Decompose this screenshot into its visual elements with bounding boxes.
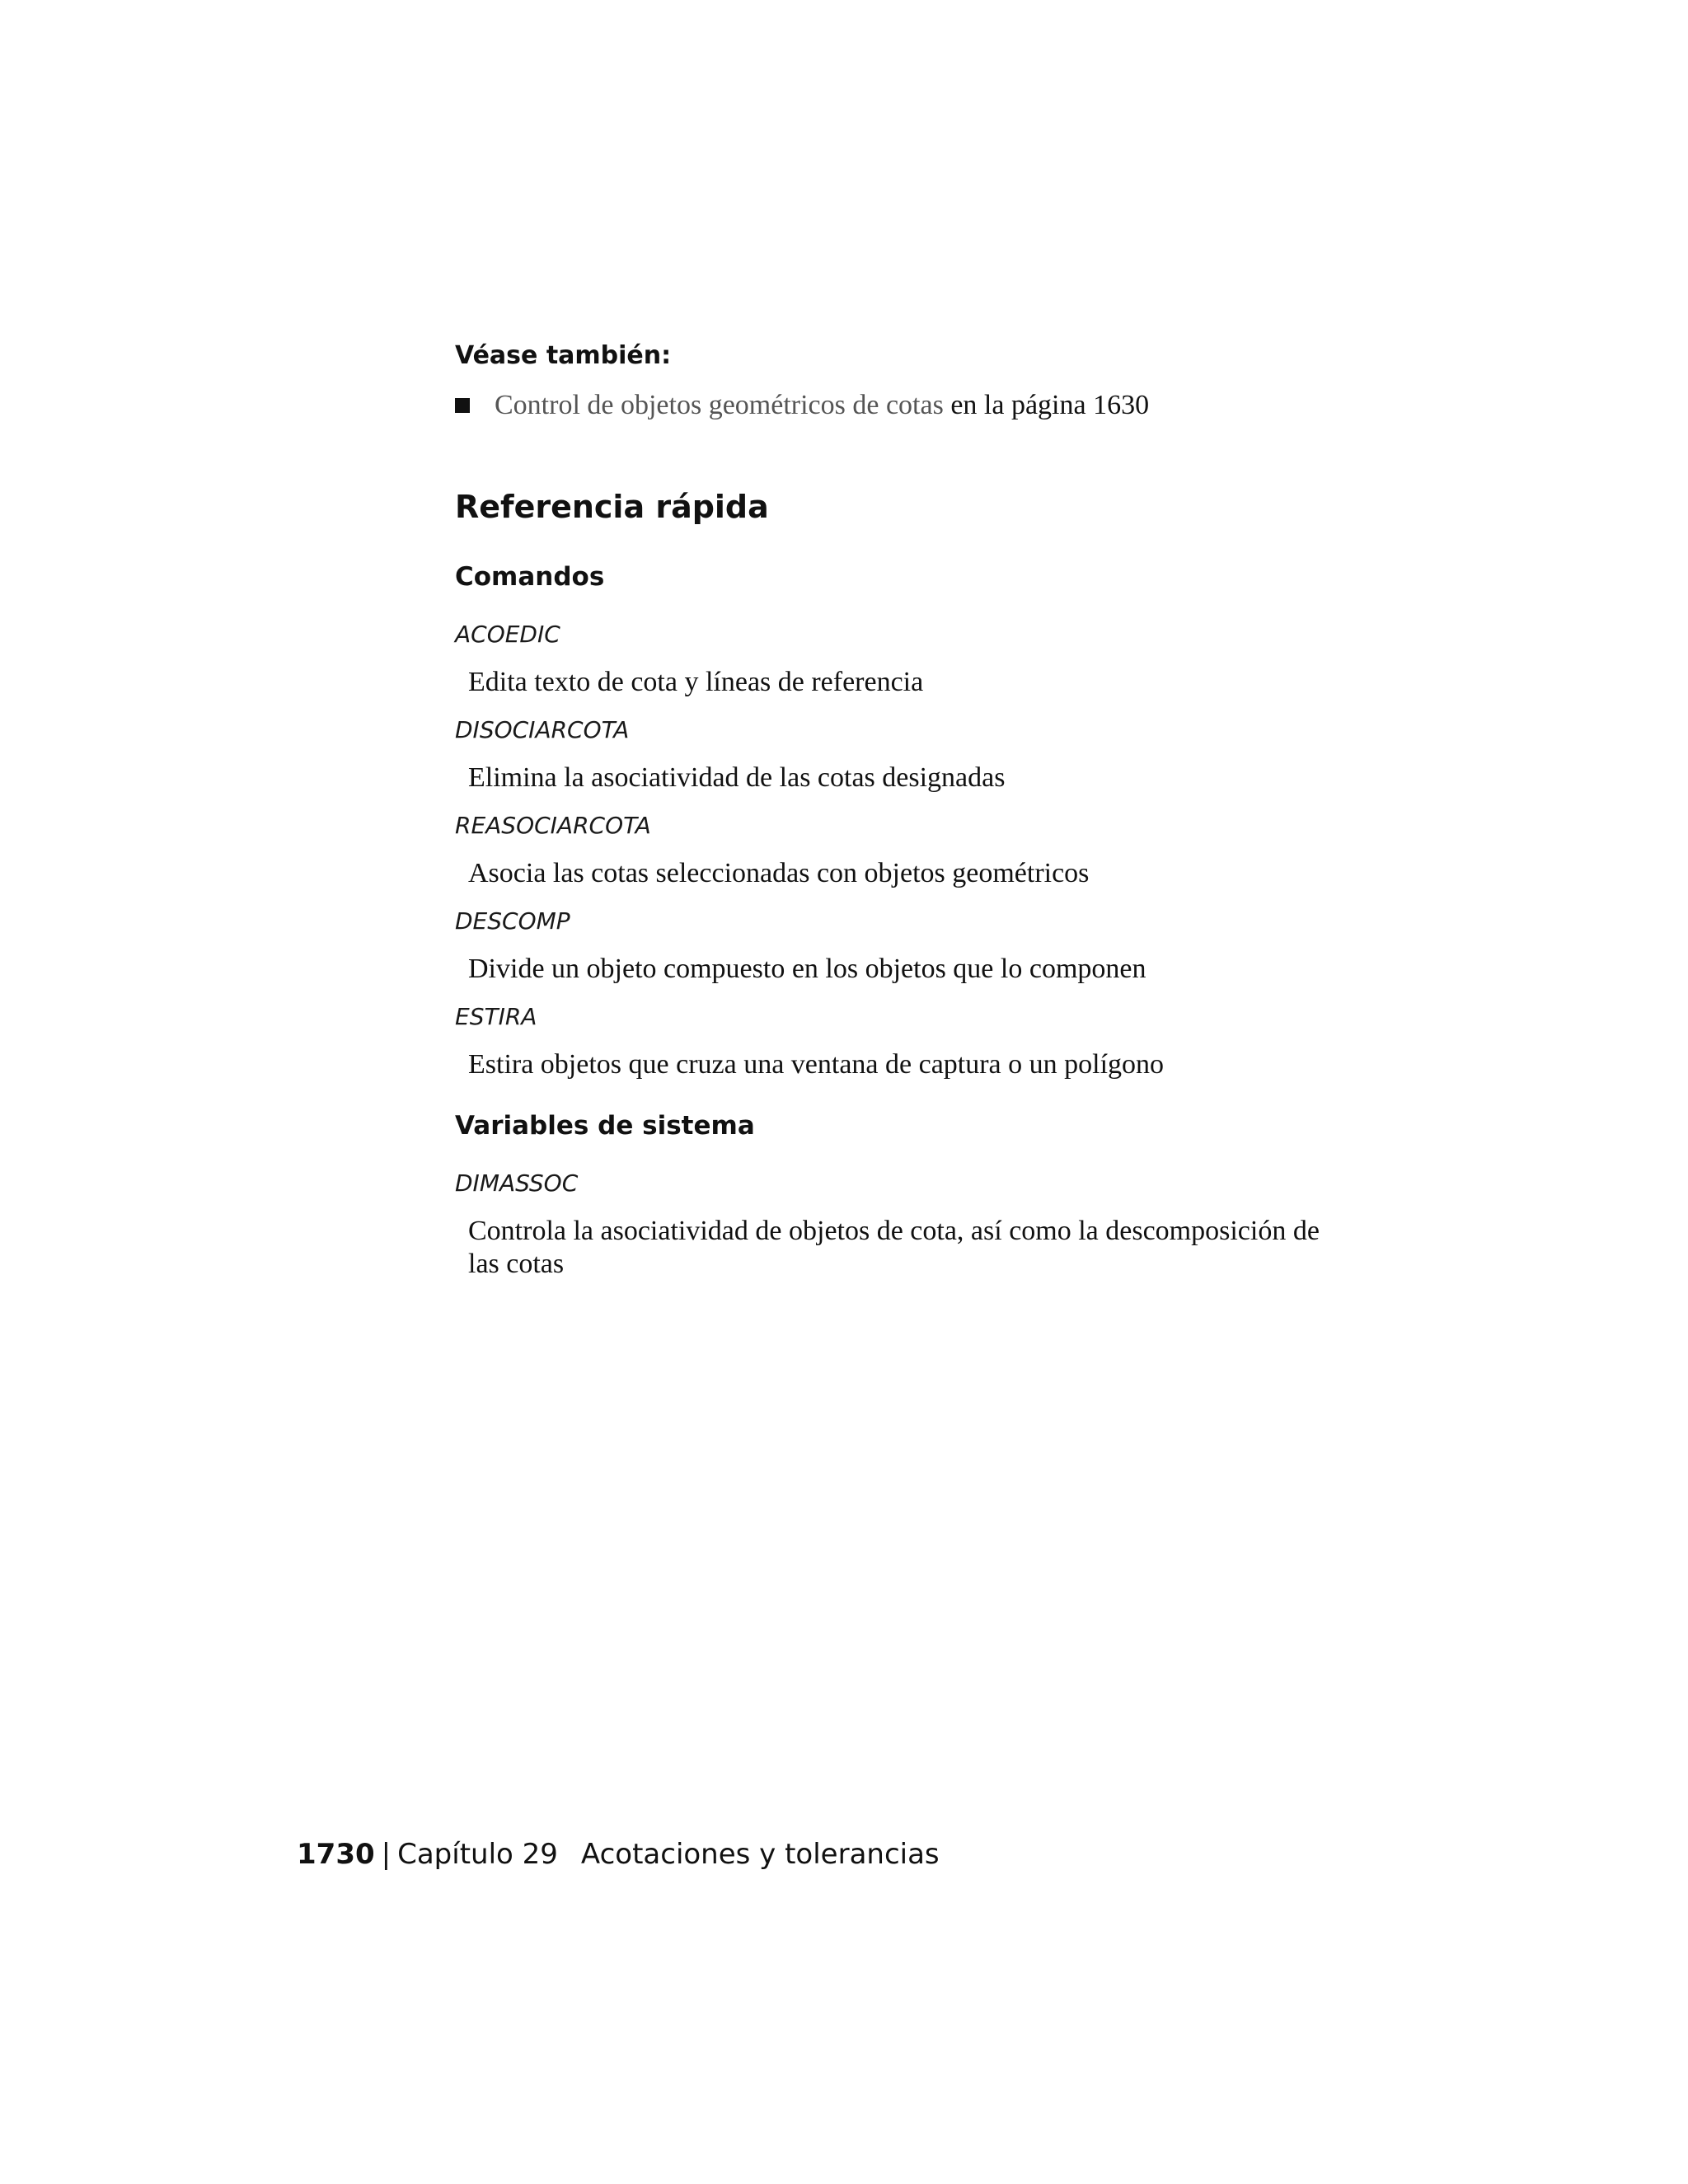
command-description: Elimina la asociatividad de las cotas designadas <box>468 762 1006 793</box>
see-also-item <box>455 386 1362 425</box>
commands-heading: Comandos <box>455 562 605 592</box>
system-variable-description <box>468 1215 1362 1281</box>
chapter-label: Capítulo 29 <box>397 1838 558 1871</box>
command-name: DISOCIARCOTA <box>455 716 630 743</box>
system-variable-description-line: Controla la asociatividad de objetos de cota, así como la descomposición de <box>468 1216 1320 1246</box>
chapter-title: Acotaciones y tolerancias <box>580 1838 940 1871</box>
see-also-page-ref: en la página 1630 <box>943 390 1150 420</box>
system-variable-description-line: las cotas <box>468 1249 565 1279</box>
see-also-link[interactable]: Control de objetos geométricos de cotas <box>495 390 944 420</box>
page-number: 1730 <box>297 1838 375 1871</box>
command-description: Divide un objeto compuesto en los objetos que lo componen <box>468 954 1146 984</box>
page-content <box>455 336 1362 1281</box>
command-name: ESTIRA <box>455 1003 537 1030</box>
command-description: Asocia las cotas seleccionadas con objetos geométricos <box>468 858 1090 888</box>
command-description: Edita texto de cota y líneas de referencia <box>468 667 924 697</box>
quick-reference-heading: Referencia rápida <box>455 489 769 525</box>
commands-list <box>455 618 1362 1081</box>
page-footer <box>297 1835 940 1874</box>
command-name: ACOEDIC <box>455 621 560 648</box>
footer-separator: | <box>381 1838 392 1871</box>
system-variables-list <box>455 1167 1362 1281</box>
command-name: DESCOMP <box>455 907 570 935</box>
command-description: Estira objetos que cruza una ventana de captura o un polígono <box>468 1049 1165 1080</box>
system-variables-heading: Variables de sistema <box>455 1111 755 1141</box>
bullet-square-icon <box>455 398 470 413</box>
system-variable-name: DIMASSOC <box>455 1169 579 1197</box>
command-name: REASOCIARCOTA <box>455 812 651 839</box>
see-also-heading: Véase también: <box>455 341 672 370</box>
